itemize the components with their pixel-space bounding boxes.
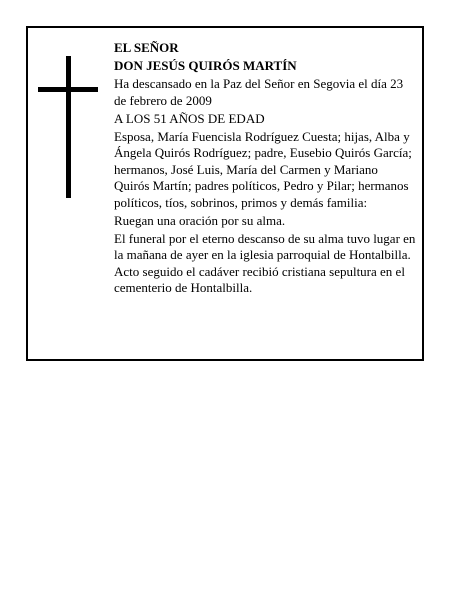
obituary-text bbox=[114, 40, 416, 298]
cross-vertical-bar bbox=[66, 56, 71, 198]
deceased-name: DON JESÚS QUIRÓS MARTÍN bbox=[114, 58, 297, 73]
funeral-info: El funeral por el eterno descanso de su alma tuvo lugar en la mañana de ayer en la iglesia parroquial de Hontalbilla. Acto seguido el cadáver recibió cristiana sepultura en el cementerio de Hontalbilla. bbox=[114, 230, 416, 295]
cross-horizontal-bar bbox=[38, 87, 98, 92]
obituary-notice bbox=[26, 26, 424, 361]
age-line: A LOS 51 AÑOS DE EDAD bbox=[114, 110, 265, 126]
prayer-request: Ruegan una oración por su alma. bbox=[114, 212, 286, 228]
cross-icon bbox=[38, 56, 98, 198]
death-info: Ha descansado en la Paz del Señor en Segovia el día 23 de febrero de 2009 bbox=[114, 76, 404, 108]
family-list: Esposa, María Fuencisla Rodríguez Cuesta; hijas, Alba y Ángela Quirós Rodríguez; padre, Eusebio Quirós García; hermanos, José Luis, María del Carmen y Mariano Quirós Martín; padres políticos, Pedro y Pilar; hermanos políticos, tíos, sobrinos, primos y demás familia: bbox=[114, 128, 412, 210]
title-line-1: EL SEÑOR bbox=[114, 40, 179, 55]
